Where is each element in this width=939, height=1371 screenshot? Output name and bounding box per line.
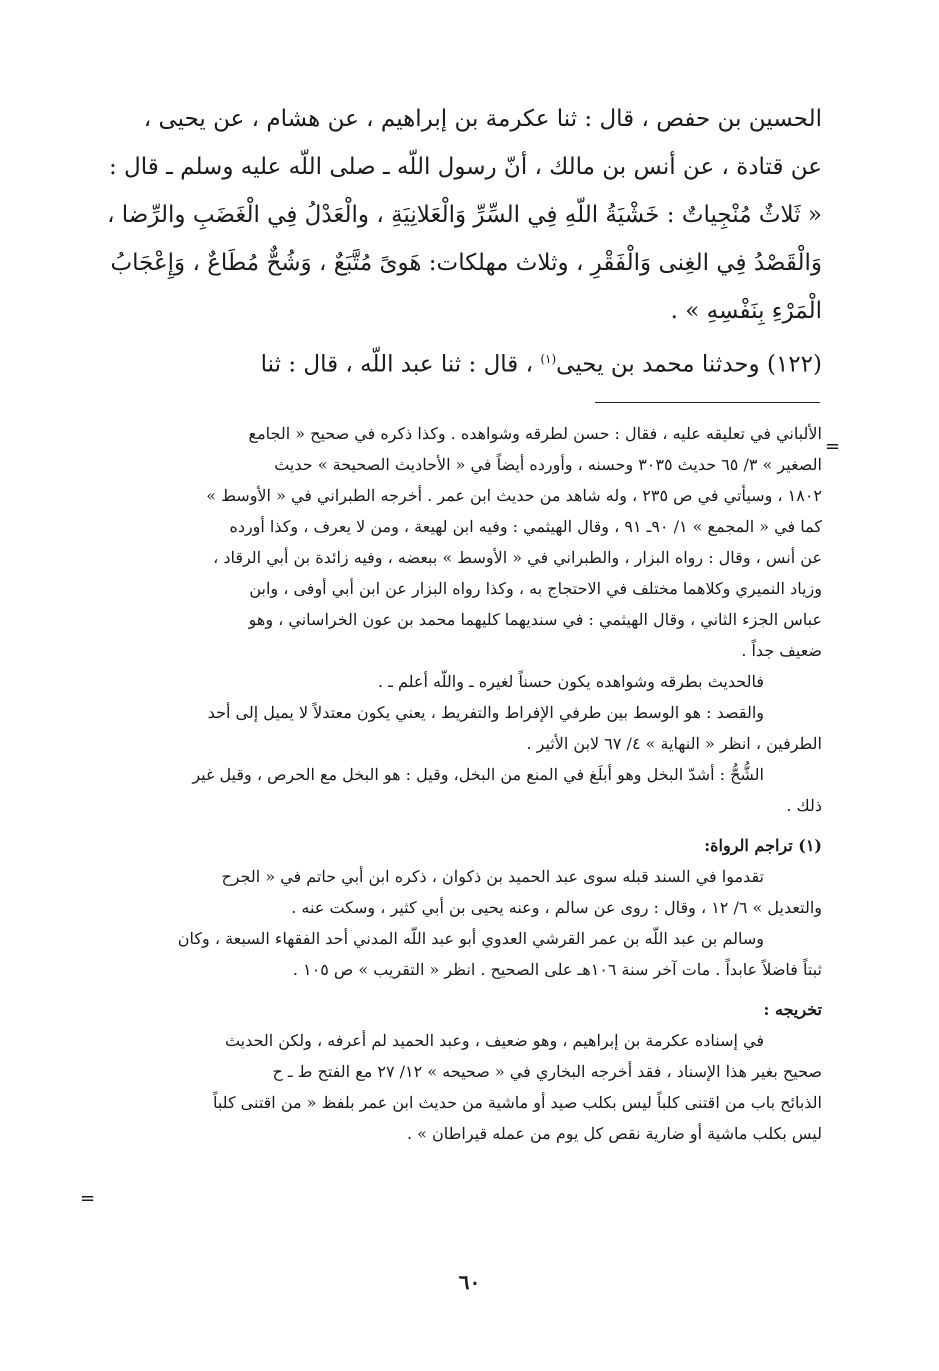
main-line-3: « ثَلاثٌ مُنْجِياتٌ : خَشْيَةُ اللّهِ فِي السِّرِّ وَالْعَلانِيَةِ ، والْعَدْلُ فِي الْغَضَبِ والرِّضا ، — [107, 202, 822, 228]
footnote-para: الطرفين ، انظر « النهاية » ٤/ ٦٧ لابن الأثير . — [526, 734, 822, 753]
main-line-5: الْمَرْءِ بِنَفْسِهِ » . — [670, 298, 822, 324]
main-line-1: الحسين بن حفص ، قال : ثنا عكرمة بن إبراهيم ، عن هشام ، عن يحيى ، — [143, 106, 822, 132]
footnote-line: الألباني في تعليقه عليه ، فقال : حسن لطرقه وشواهده . وكذا ذكره في صحيح « الجامع — [248, 424, 822, 443]
footnotes — [100, 418, 822, 1149]
takhrij-line: صحيح بغير هذا الإسناد ، فقد أخرجه البخاري في « صحيحه » ١٢/ ٢٧ مع الفتح ط ـ ح — [272, 1062, 822, 1081]
hadith-main-text — [100, 95, 822, 383]
narrators-line: ثبتاً فاضلاً عابداً . مات آخر سنة ١٠٦هـ على الصحيح . انظر « التقريب » ص ١٠٥ . — [292, 960, 822, 979]
footnote-line: ضعيف جداً . — [741, 641, 822, 660]
narrators-line: والتعديل » ٦/ ١٢ ، وقال : روى عن سالم ، وعنه يحيى بن أبي كثير ، وسكت عنه . — [291, 898, 822, 917]
footnote-para: فالحديث بطرقه وشواهده يكون حسناً لغيره ـ واللّه أعلم ـ . — [378, 672, 764, 691]
footnote-marker[interactable]: (١) — [540, 352, 557, 366]
footnote-separator — [595, 402, 820, 403]
takhrij-heading: تخريجه : — [763, 1000, 822, 1019]
footnote-para: والقصد : هو الوسط بين طرفي الإفراط والتفريط ، يعني يكون معتدلاً لا يميل إلى أحد — [207, 703, 764, 722]
main-line-2: عن قتادة ، عن أنس بن مالك ، أنّ رسول اللّه ـ صلى اللّه عليه وسلم ـ قال : — [109, 154, 822, 180]
footnote-line: عباس الجزء الثاني ، وقال الهيثمي : في سنديهما كليهما محمد بن عون الخراساني ، وهو — [248, 610, 822, 629]
takhrij-line: ليس بكلب ماشية أو ضارية نقص كل يوم من عمله قيراطان » . — [407, 1124, 822, 1143]
footnote-para: الشُّحُّ : أشدّ البخل وهو أبلَغ في المنع من البخل، وقيل : هو البخل مع الحرص ، وقيل غير — [192, 765, 764, 784]
footnote-line: الصغير » ٣/ ٦٥ حديث ٣٠٣٥ وحسنه ، وأورده أيضاً في « الأحاديث الصحيحة » حديث — [274, 455, 822, 474]
narrators-line: تقدموا في السند قبله سوى عبد الحميد بن ذكوان ، ذكره ابن أبي حاتم في « الجرح — [221, 867, 764, 886]
footnote-para: ذلك . — [786, 796, 822, 815]
main-line-6 — [100, 335, 822, 383]
takhrij-line: في إسناده عكرمة بن إبراهيم ، وهو ضعيف ، وعبد الحميد لم أعرفه ، ولكن الحديث — [224, 1031, 764, 1050]
footnote-line: ١٨٠٢ ، وسيأتي في ص ٢٣٥ ، وله شاهد من حديث ابن عمر . أخرجه الطبراني في « الأوسط » — [206, 486, 822, 505]
continuation-mark-bottom: = — [80, 1188, 96, 1209]
footnote-line: عن أنس ، وقال : رواه البزار ، والطبراني في « الأوسط » ببعضه ، وفيه زائدة بن أبي الرقاد ، — [213, 548, 822, 567]
page-number: ٦٠ — [458, 1270, 481, 1294]
footnote-line: كما في « المجمع » ١/ ٩٠ـ ٩١ ، وقال الهيثمي : وفيه ابن لهيعة ، ومن لا يعرف ، وكذا أورده — [229, 517, 822, 536]
narrators-heading: (١) تراجم الرواة: — [704, 836, 822, 855]
main-line-4: وَالْقَصْدُ فِي الغِنى وَالْفَقْرِ ، وثلاث مهلكات: هَوىً مُتَّبَعٌ ، وَشُحٌّ مُطَاعٌ ، وَإِعْجَابُ — [110, 250, 822, 276]
narrators-line: وسالم بن عبد اللّه بن عمر القرشي العدوي أبو عبد اللّه المدني أحد الفقهاء السبعة ، وكان — [177, 929, 764, 948]
takhrij-line: الذبائح باب من اقتنى كلباً ليس بكلب صيد أو ماشية من حديث ابن عمر بلفظ « من اقتنى كلباً — [212, 1093, 822, 1112]
hadith-122-rest: ، قال : ثنا عبد اللّه ، قال : ثنا — [260, 351, 534, 378]
footnote-line: وزياد النميري وكلاهما مختلف في الاحتجاج به ، وكذا رواه البزار عن ابن أبي أوفى ، وابن — [249, 579, 822, 598]
continuation-mark-top: = — [825, 436, 841, 457]
hadith-122-start: (١٢٢) وحدثنا محمد بن يحيى — [556, 351, 822, 378]
